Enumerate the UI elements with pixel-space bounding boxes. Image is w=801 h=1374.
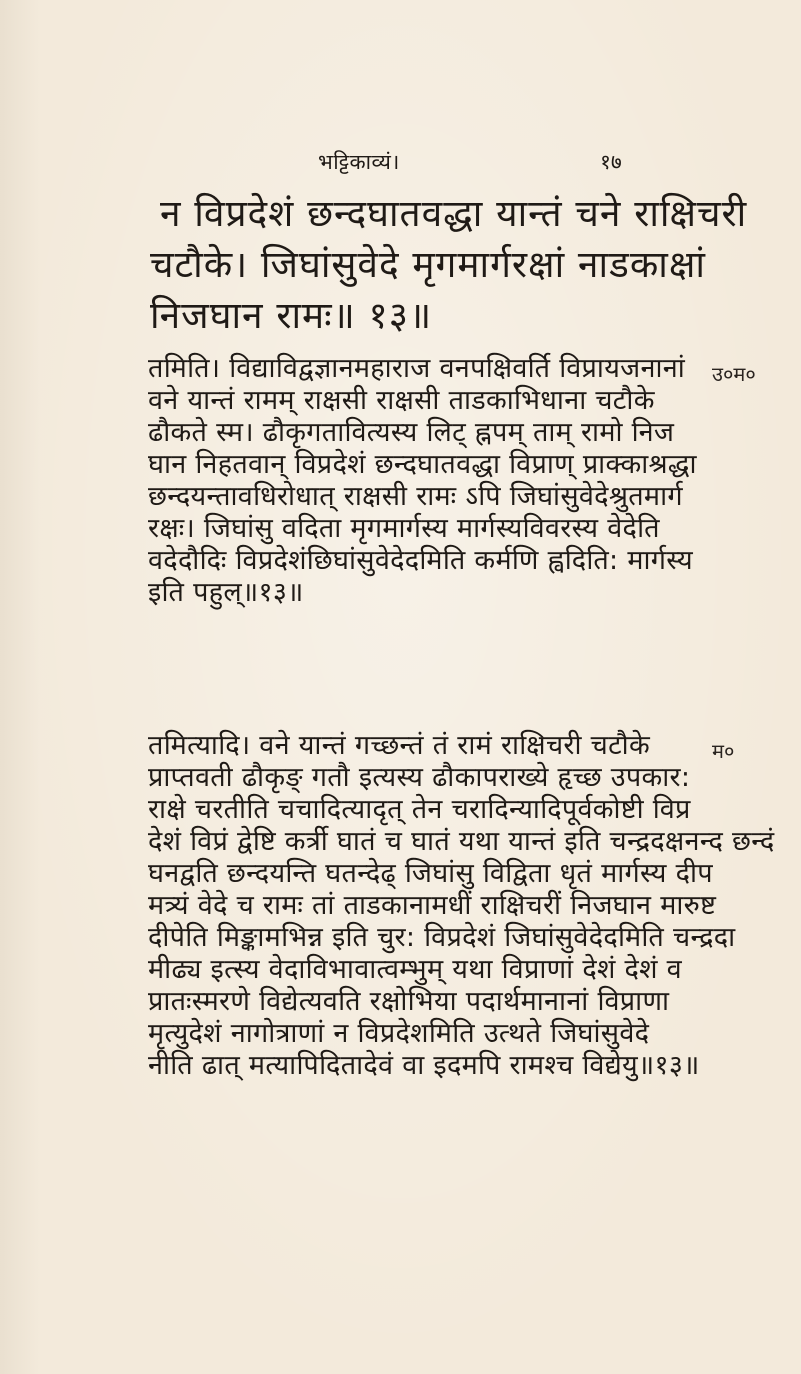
commentary-line: मृत्युदेशं नागोत्राणां न विप्रदेशमिति उत्थते जिघांसुवेदे [148,1018,650,1049]
commentary-line: छन्दयन्तावधिरोधात् राक्षसी रामः ऽपि जिघांसुवेदेश्रुतमार्ग [148,481,683,512]
commentary-line: तमिति। विद्याविद्वज्ञानमहाराज वनपक्षिवर्ति विप्रायजनानां [148,353,686,384]
verse-line: निजघान रामः॥ १३॥ [150,294,433,337]
commentary-line: प्राप्तवती ढौकृङ् गतौ इत्यस्य ढौकापराख्ये हृच्छ उपकार: [148,762,691,793]
commentary-line: दीपेति मिङ्कामभिन्न इति चुर: विप्रदेशं जिघांसुवेदेदमिति चन्द्रदा [148,922,736,953]
commentary-line: घनद्वति छन्दयन्ति घतन्देढ् जिघांसु विद्विता धृतं मार्गस्य दीप [148,858,713,889]
commentary-line: राक्षे चरतीति चचादित्यादृत् तेन चरादिन्यादिपूर्वकोष्टी विप्र [148,794,691,825]
commentary-line: रक्षः। जिघांसु वदिता मृगमार्गस्य मार्गस्यविवरस्य वेदेति [148,513,660,544]
commentary-line: वदेदौदिः विप्रदेशंछिघांसुवेदेदमिति कर्मणि ह्वदिति: मार्गस्य [148,545,694,576]
verse-block [150,188,748,341]
commentary-line: मत्र्यं वेदे च रामः तां ताडकानामधीं राक्षिचरीं निजघान मारुष्ट [148,890,717,921]
commentary-line: प्रातःस्मरणे विद्येत्यवति रक्षोभिया पदार्थमानानां विप्राणा [148,986,670,1017]
commentary-line: घान निहतवान् विप्रदेशं छन्दघातवद्धा विप्राण् प्राक्काश्रद्धा [148,449,697,480]
verse-line: न विप्रदेशं छन्दघातवद्धा यान्तं चने राक्षिचरी [160,192,748,235]
margin-note-commentary-1: उ०म० [712,362,756,386]
commentary-line: तमित्यादि। वने यान्तं गच्छन्तं तं रामं राक्षिचरी चटौके [148,730,651,761]
commentary-line: नीति ढात् मत्यापिदितादेवं वा इदमपि रामश्च विद्येयु॥१३॥ [148,1050,700,1081]
commentary-line: इति पहुल्॥१३॥ [148,577,304,608]
running-title: भट्टिकाव्यं। [318,150,400,174]
page-number: १७ [600,150,622,174]
verse-line: चटौके। जिघांसुवेदे मृगमार्गरक्षां नाडकाक्षां [150,243,706,286]
margin-note-commentary-2: म० [712,739,735,763]
commentary-line: देशं विप्रं द्वेष्टि कर्त्री घातं च घातं यथा यान्तं इति चन्द्रदक्षनन्द छन्दं [148,826,775,857]
commentary-line: वने यान्तं रामम् राक्षसी राक्षसी ताडकाभिधाना चटौके [148,385,655,416]
page-gutter-shadow [0,0,40,1374]
commentary-line: मीढ्य इत्स्य वेदाविभावात्वम्भुम् यथा विप्राणां देशं देशं व [148,954,682,985]
commentary-line: ढौकते स्म। ढौकृगतावित्यस्य लिट् ह्नपम् ताम् रामो निज [148,417,675,448]
commentary-block-1 [148,353,697,609]
running-head [0,148,801,178]
